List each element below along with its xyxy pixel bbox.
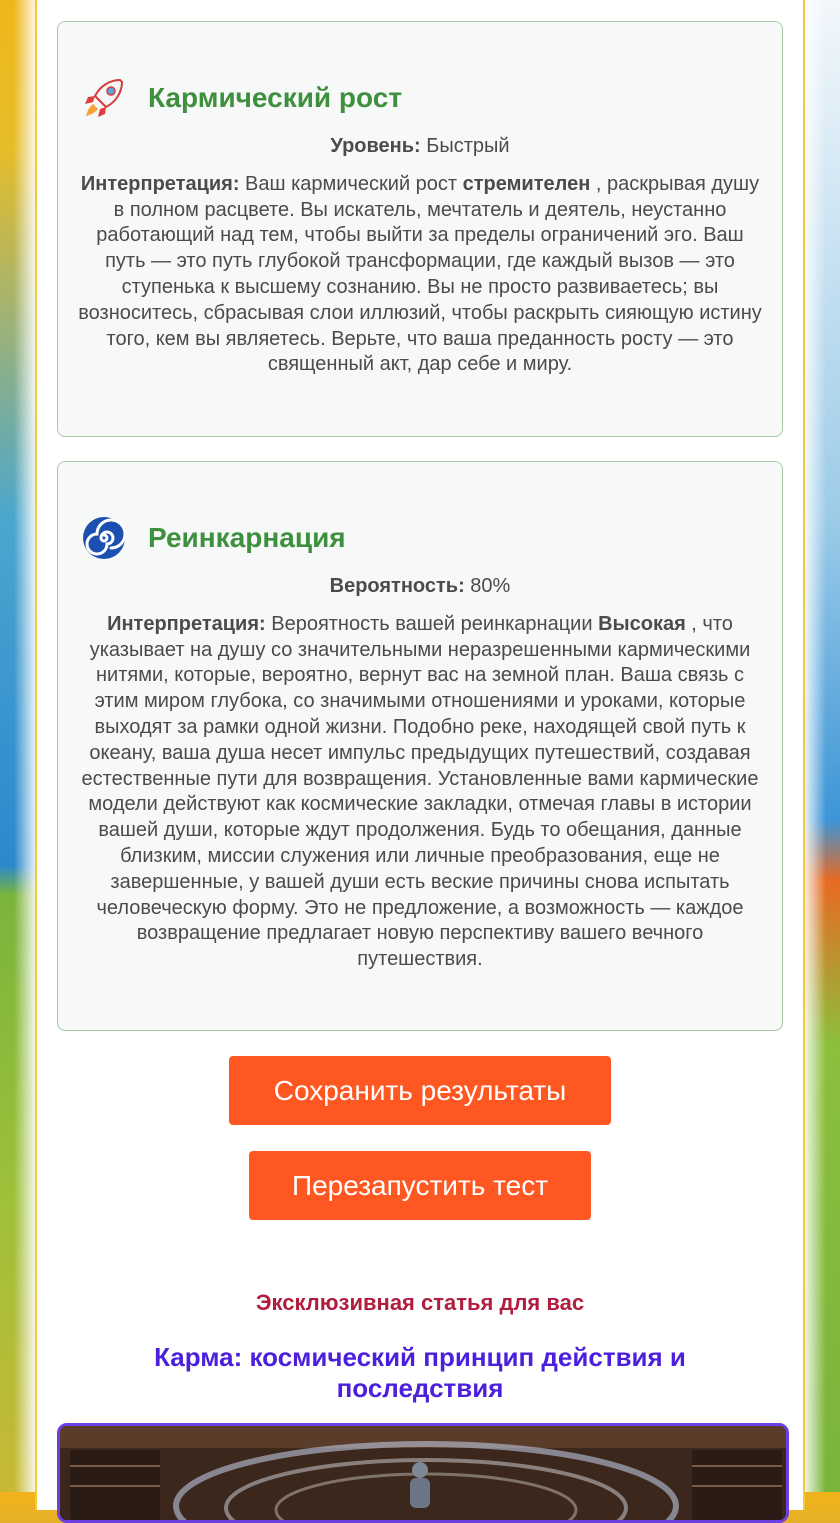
rocket-icon — [80, 74, 128, 122]
card-header — [80, 514, 346, 562]
card-title: Реинкарнация — [148, 522, 346, 553]
interpretation-pre: Вероятность вашей реинкарнации — [265, 612, 599, 635]
probability — [76, 574, 764, 600]
level-value: Быстрый — [420, 135, 510, 157]
growth-level — [76, 134, 764, 160]
karmic-growth-card — [57, 21, 783, 437]
results-container — [35, 0, 805, 1510]
interpretation-post: , раскрывая душу в полном расцвете. Вы искатель, мечтатель и деятель, неустанно работающий над тем, чтобы выйти за пределы ограничений эго. Ваш путь — это путь глубокой трансформации, где каждый вызов — это ступенька к высшему сознанию. Вы не просто развиваетесь; вы возноситесь, сбрасывая слои иллюзий, чтобы раскрыть сияющую истину того, кем вы являетесь. Верьте, что ваша преданность росту — это священный акт, дар себе и миру. — [78, 172, 762, 376]
probability-value: 80% — [464, 575, 511, 597]
card-body — [76, 134, 764, 378]
interpretation-label: Интерпретация: — [107, 612, 266, 635]
interpretation-text — [76, 172, 764, 378]
exclusive-article-kicker: Эксклюзивная статья для вас — [255, 1290, 585, 1315]
restart-test-button[interactable]: Перезапустить тест — [249, 1151, 591, 1220]
card-body — [76, 574, 764, 973]
interpretation-highlight: Высокая — [598, 612, 686, 635]
probability-label: Вероятность: — [329, 575, 465, 597]
interpretation-label: Интерпретация: — [80, 172, 240, 195]
level-label: Уровень: — [330, 135, 421, 157]
background-left-edge — [0, 0, 36, 1492]
card-header — [80, 74, 402, 122]
article-image[interactable] — [57, 1423, 789, 1523]
interpretation-highlight: стремителен — [462, 172, 591, 195]
article-title-link[interactable]: Карма: космический принцип действия и последствия — [154, 1342, 686, 1403]
reincarnation-card — [57, 461, 783, 1031]
background-right-edge — [804, 0, 840, 1492]
interpretation-post: , что указывает на душу со значительными неразрешенными кармическими нитями, которые, вероятно, вернут вас на земной план. Ваша связь с этим миром глубока, со значимыми отношениями и уроками, которые выходят за рамки одной жизни. Подобно реке, находящей свой путь к океану, ваша душа несет импульс предыдущих путешествий, создавая естественные пути для возвращения. Установленные вами кармические модели действуют как космические закладки, отмечая главы в истории вашей души, которые ждут продолжения. Будь то обещания, данные близким, миссии служения или личные преобразования, еще не завершенные, у вашей души есть веские причины снова испытать человеческую форму. Это не предложение, а возможность — каждое возвращение предлагает новую перспективу вашего вечного путешествия. — [81, 612, 759, 971]
spiral-icon — [80, 514, 128, 562]
save-results-button[interactable]: Сохранить результаты — [229, 1056, 611, 1125]
interpretation-pre: Ваш кармический рост — [239, 172, 463, 195]
card-title: Кармический рост — [148, 82, 403, 113]
interpretation-text — [76, 612, 764, 973]
